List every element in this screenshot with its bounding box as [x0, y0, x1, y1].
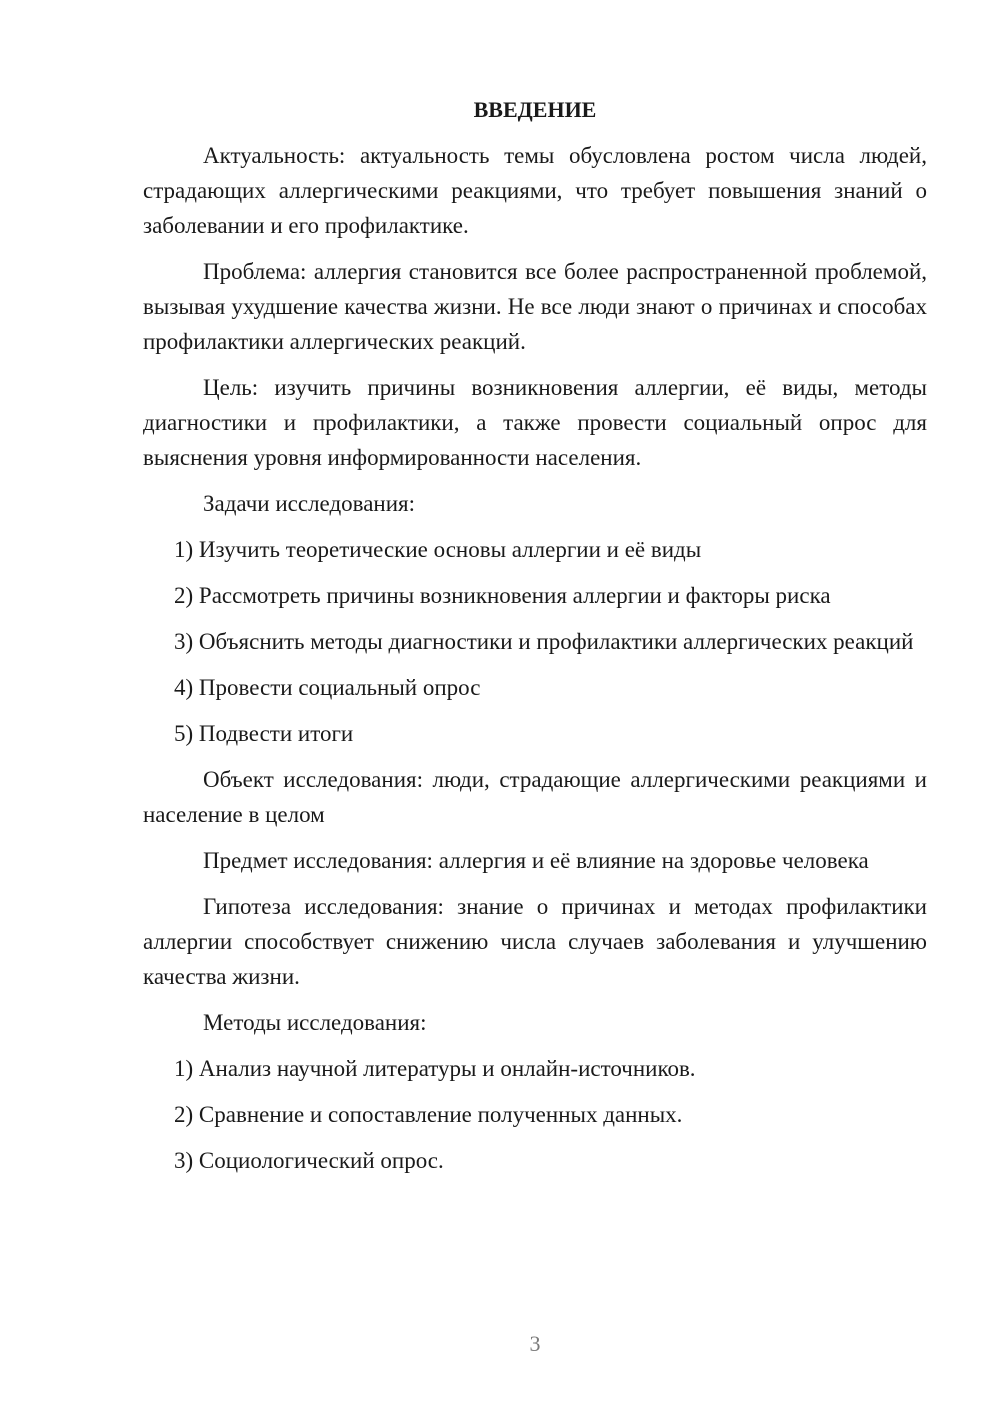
page-number: 3	[529, 1331, 541, 1356]
task-item: 1) Изучить теоретические основы аллергии и её виды	[174, 537, 702, 562]
task-item: 2) Рассмотреть причины возникновения аллергии и факторы риска	[174, 583, 831, 608]
hypothesis-paragraph: Гипотеза исследования: знание о причинах и методах профилактики аллергии способствует снижению числа случаев заболевания и улучшению качества жизни.	[143, 894, 927, 989]
object-paragraph: Объект исследования: люди, страдающие аллергическими реакциями и население в целом	[143, 767, 927, 827]
task-item: 5) Подвести итоги	[174, 721, 354, 746]
task-item: 3) Объяснить методы диагностики и профилактики аллергических реакций	[174, 629, 914, 654]
task-item: 4) Провести социальный опрос	[174, 675, 481, 700]
problem-paragraph: Проблема: аллергия становится все более распространенной проблемой, вызывая ухудшение качества жизни. Не все люди знают о причинах и способах профилактики аллергических реакций.	[143, 259, 927, 354]
tasks-heading: Задачи исследования:	[203, 491, 416, 516]
relevance-paragraph: Актуальность: актуальность темы обусловлена ростом числа людей, страдающих аллергическими реакциями, что требует повышения знаний о заболевании и его профилактике.	[143, 143, 927, 238]
method-item: 3) Социологический опрос.	[174, 1148, 444, 1173]
goal-paragraph: Цель: изучить причины возникновения аллергии, её виды, методы диагностики и профилактики, а также провести социальный опрос для выяснения уровня информированности населения.	[143, 375, 927, 470]
methods-heading: Методы исследования:	[203, 1010, 427, 1035]
section-title: ВВЕДЕНИЕ	[473, 97, 597, 122]
method-item: 1) Анализ научной литературы и онлайн-источников.	[174, 1056, 696, 1081]
subject-paragraph: Предмет исследования: аллергия и её влияние на здоровье человека	[203, 848, 869, 873]
page-content	[143, 92, 927, 1189]
method-item: 2) Сравнение и сопоставление полученных данных.	[174, 1102, 683, 1127]
